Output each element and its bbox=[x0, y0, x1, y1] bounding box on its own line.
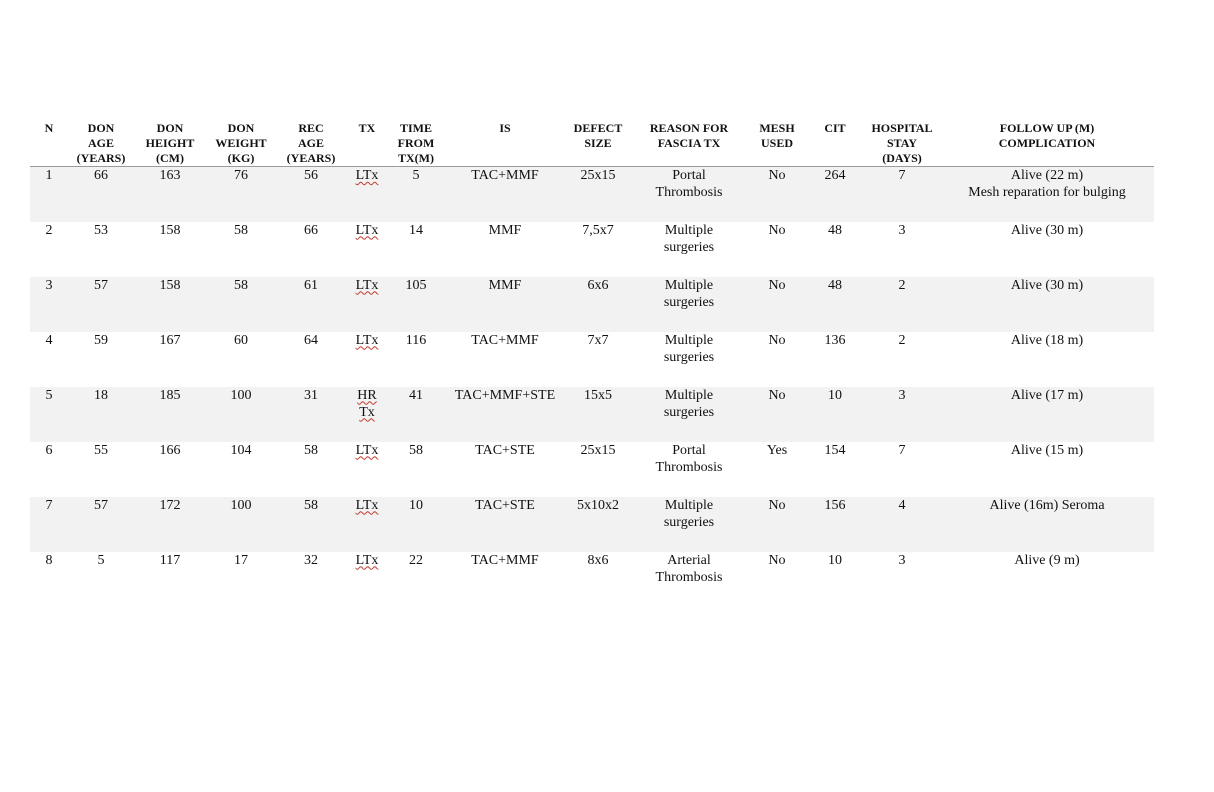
cell-cit: 48 bbox=[828, 222, 842, 238]
cell-don-age: 53 bbox=[94, 222, 108, 238]
cell-tx: HR Tx bbox=[346, 387, 388, 442]
cell-mesh-used: No bbox=[768, 552, 786, 568]
cell-follow-up: Alive (17 m) bbox=[940, 387, 1154, 442]
cell-hospital-stay: 2 bbox=[864, 277, 940, 332]
cell-rec-age: 32 bbox=[304, 552, 318, 568]
cell-cit: 156 bbox=[806, 497, 864, 552]
cell-don-height: 166 bbox=[159, 442, 181, 458]
cell-don-age: 59 bbox=[94, 332, 108, 348]
cell-n: 4 bbox=[45, 332, 53, 348]
cell-time-from-tx: 58 bbox=[409, 442, 423, 458]
table-row bbox=[30, 222, 1154, 277]
cell-don-weight: 100 bbox=[206, 497, 276, 552]
cell-cit: 10 bbox=[806, 387, 864, 442]
cell-rec-age: 61 bbox=[276, 277, 346, 332]
cell-don-height: 117 bbox=[159, 552, 181, 568]
cell-don-weight: 100 bbox=[206, 387, 276, 442]
cell-follow-up: Alive (18 m) bbox=[1010, 332, 1084, 348]
cell-don-weight: 76 bbox=[206, 167, 276, 222]
cell-is: MMF bbox=[488, 222, 522, 238]
cell-n: 3 bbox=[30, 277, 68, 332]
header-follow-up: FOLLOW UP (M) COMPLICATION bbox=[940, 120, 1154, 167]
cell-tx: LTx bbox=[346, 497, 388, 552]
cell-cit: 264 bbox=[806, 167, 864, 222]
cell-follow-up: Alive (22 m) Mesh reparation for bulging bbox=[940, 167, 1154, 222]
header-mesh-used: MESH USED bbox=[748, 120, 806, 167]
table-row bbox=[30, 277, 1154, 332]
cell-tx: LTx bbox=[346, 167, 388, 222]
cell-n: 5 bbox=[30, 387, 68, 442]
cell-hospital-stay: 4 bbox=[864, 497, 940, 552]
cell-reason: Multiple surgeries bbox=[663, 332, 715, 365]
cell-follow-up: Alive (9 m) bbox=[1014, 552, 1080, 568]
cell-time-from-tx: 5 bbox=[388, 167, 444, 222]
cell-mesh-used: No bbox=[748, 277, 806, 332]
cell-n: 8 bbox=[45, 552, 53, 568]
cell-n: 6 bbox=[45, 442, 53, 458]
cell-is: TAC+MMF bbox=[471, 552, 539, 568]
patient-table-container bbox=[30, 120, 1154, 607]
cell-rec-age: 58 bbox=[304, 442, 318, 458]
cell-is: MMF bbox=[444, 277, 566, 332]
cell-time-from-tx: 41 bbox=[388, 387, 444, 442]
cell-mesh-used: No bbox=[748, 167, 806, 222]
cell-reason: Multiple surgeries bbox=[663, 222, 715, 255]
cell-don-age: 18 bbox=[68, 387, 134, 442]
cell-tx: LTx bbox=[346, 277, 388, 332]
cell-mesh-used: No bbox=[748, 387, 806, 442]
cell-time-from-tx: 116 bbox=[405, 332, 427, 348]
cell-don-weight: 104 bbox=[230, 442, 252, 458]
cell-is: TAC+STE bbox=[444, 497, 566, 552]
header-don-age: DON AGE (YEARS) bbox=[68, 120, 134, 167]
cell-mesh-used: No bbox=[748, 497, 806, 552]
cell-defect-size: 15x5 bbox=[566, 387, 630, 442]
header-cit: CIT bbox=[806, 120, 864, 167]
cell-is: TAC+MMF bbox=[471, 332, 539, 348]
cell-rec-age: 58 bbox=[276, 497, 346, 552]
header-tx: TX bbox=[346, 120, 388, 167]
cell-reason: Arterial Thrombosis bbox=[655, 552, 723, 585]
cell-is: TAC+MMF bbox=[444, 167, 566, 222]
header-reason: REASON FOR FASCIA TX bbox=[630, 120, 748, 167]
cell-defect-size: 7,5x7 bbox=[582, 222, 614, 238]
cell-don-weight: 58 bbox=[234, 222, 248, 238]
cell-tx: LTx bbox=[355, 222, 379, 238]
cell-mesh-used: No bbox=[768, 222, 786, 238]
cell-don-age: 57 bbox=[68, 277, 134, 332]
header-time-from-tx: TIME FROM TX(M) bbox=[388, 120, 444, 167]
cell-defect-size: 6x6 bbox=[566, 277, 630, 332]
header-row bbox=[30, 120, 1154, 167]
cell-mesh-used: Yes bbox=[766, 442, 788, 458]
cell-mesh-used: No bbox=[768, 332, 786, 348]
cell-rec-age: 56 bbox=[276, 167, 346, 222]
cell-don-weight: 17 bbox=[234, 552, 248, 568]
cell-follow-up: Alive (30 m) bbox=[1010, 222, 1084, 238]
cell-defect-size: 25x15 bbox=[580, 442, 616, 458]
cell-don-height: 172 bbox=[134, 497, 206, 552]
cell-don-height: 158 bbox=[159, 222, 181, 238]
cell-rec-age: 64 bbox=[304, 332, 318, 348]
cell-rec-age: 66 bbox=[304, 222, 318, 238]
cell-don-height: 167 bbox=[159, 332, 181, 348]
header-hospital-stay: HOSPITAL STAY (DAYS) bbox=[864, 120, 940, 167]
cell-don-age: 57 bbox=[68, 497, 134, 552]
cell-tx: LTx bbox=[355, 332, 379, 348]
table-row bbox=[30, 167, 1154, 222]
cell-reason: Portal Thrombosis bbox=[630, 167, 748, 222]
cell-defect-size: 7x7 bbox=[587, 332, 609, 348]
cell-cit: 10 bbox=[828, 552, 842, 568]
cell-don-weight: 60 bbox=[234, 332, 248, 348]
table-row bbox=[30, 497, 1154, 552]
cell-don-age: 5 bbox=[97, 552, 105, 568]
cell-time-from-tx: 14 bbox=[409, 222, 423, 238]
cell-defect-size: 8x6 bbox=[587, 552, 609, 568]
cell-don-weight: 58 bbox=[206, 277, 276, 332]
cell-time-from-tx: 22 bbox=[409, 552, 423, 568]
cell-hospital-stay: 7 bbox=[864, 167, 940, 222]
cell-defect-size: 5x10x2 bbox=[566, 497, 630, 552]
cell-n: 1 bbox=[30, 167, 68, 222]
cell-hospital-stay: 3 bbox=[898, 222, 906, 238]
cell-don-height: 158 bbox=[134, 277, 206, 332]
cell-don-age: 55 bbox=[94, 442, 108, 458]
cell-follow-up: Alive (16m) Seroma bbox=[940, 497, 1154, 552]
cell-cit: 48 bbox=[806, 277, 864, 332]
cell-cit: 154 bbox=[824, 442, 846, 458]
header-is: IS bbox=[444, 120, 566, 167]
table-row bbox=[30, 442, 1154, 497]
header-don-height: DON HEIGHT (CM) bbox=[134, 120, 206, 167]
cell-hospital-stay: 7 bbox=[898, 442, 906, 458]
cell-is: TAC+MMF+STE bbox=[444, 387, 566, 442]
cell-defect-size: 25x15 bbox=[566, 167, 630, 222]
cell-don-age: 66 bbox=[68, 167, 134, 222]
cell-don-height: 163 bbox=[134, 167, 206, 222]
cell-reason: Multiple surgeries bbox=[630, 497, 748, 552]
cell-follow-up: Alive (15 m) bbox=[1010, 442, 1084, 458]
cell-time-from-tx: 105 bbox=[388, 277, 444, 332]
cell-hospital-stay: 2 bbox=[898, 332, 906, 348]
table-row bbox=[30, 552, 1154, 607]
header-don-weight: DON WEIGHT (KG) bbox=[206, 120, 276, 167]
cell-follow-up: Alive (30 m) bbox=[940, 277, 1154, 332]
table-row bbox=[30, 332, 1154, 387]
cell-rec-age: 31 bbox=[276, 387, 346, 442]
cell-is: TAC+STE bbox=[475, 442, 535, 458]
cell-tx: LTx bbox=[355, 442, 379, 458]
cell-hospital-stay: 3 bbox=[898, 552, 906, 568]
cell-n: 7 bbox=[30, 497, 68, 552]
cell-reason: Portal Thrombosis bbox=[655, 442, 723, 475]
cell-time-from-tx: 10 bbox=[388, 497, 444, 552]
header-n: N bbox=[30, 120, 68, 167]
table-row bbox=[30, 387, 1154, 442]
cell-n: 2 bbox=[45, 222, 53, 238]
cell-don-height: 185 bbox=[134, 387, 206, 442]
cell-tx: LTx bbox=[355, 552, 379, 568]
cell-reason: Multiple surgeries bbox=[630, 387, 748, 442]
header-rec-age: REC AGE (YEARS) bbox=[276, 120, 346, 167]
cell-cit: 136 bbox=[824, 332, 846, 348]
cell-hospital-stay: 3 bbox=[864, 387, 940, 442]
patient-table bbox=[30, 120, 1154, 607]
header-defect-size: DEFECT SIZE bbox=[566, 120, 630, 167]
cell-reason: Multiple surgeries bbox=[630, 277, 748, 332]
